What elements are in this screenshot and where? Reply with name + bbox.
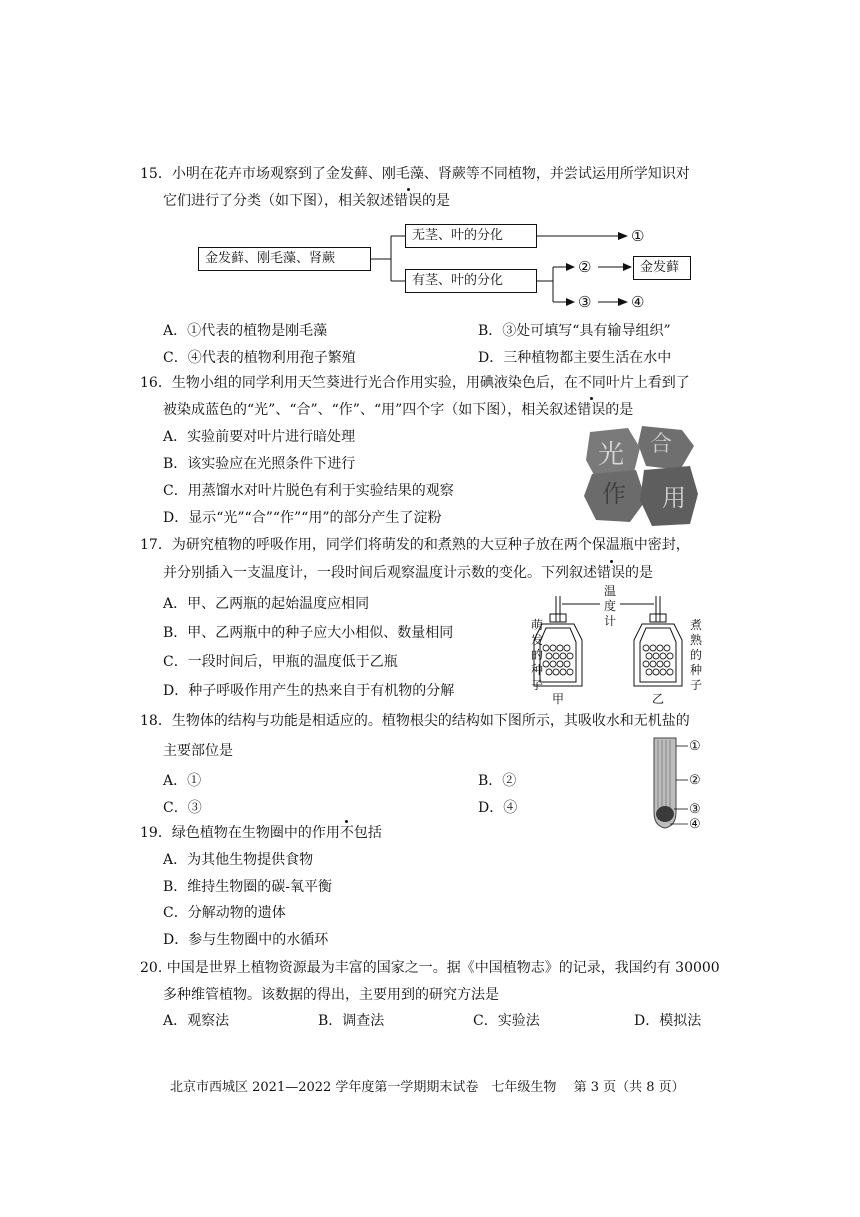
q19-option-a: A．为其他生物提供食物 — [163, 852, 314, 868]
q17-option-d: D．种子呼吸作用产生的热来自于有机物的分解 — [163, 683, 455, 699]
germinating-seeds-label: 萌发的种子 — [530, 618, 543, 692]
diagram-leaf-jfx-box: 金发藓 — [633, 256, 691, 280]
leaf-char-guang: 光 — [598, 440, 625, 470]
q19-option-b: B．维持生物圈的碳-氧平衡 — [163, 879, 333, 895]
root-label-2: ② — [689, 773, 701, 788]
q16-option-b: B．该实验应在光照条件下进行 — [163, 456, 356, 472]
q16-emphasis: 错误 — [577, 402, 606, 418]
q18-stem-line1: 18．生物体的结构与功能是相适应的。植物根尖的结构如下图所示，其吸收水和无机盐的 — [140, 713, 690, 729]
bottle-jia-label: 甲 — [552, 692, 565, 706]
leaf-char-zuo: 作 — [602, 480, 626, 508]
q15-emphasis: 错误 — [394, 193, 422, 209]
diagram-branch-b-box: 有茎、叶的分化 — [405, 269, 537, 293]
root-label-3: ③ — [689, 802, 701, 817]
diagram-leaf-2: ② — [578, 258, 592, 276]
q19-stem: 19．绿色植物在生物圈中的作用不包括 — [140, 825, 382, 841]
page-footer: 北京市西城区 2021—2022 学年度第一学期期末试卷 七年级生物 第 3 页（共 8 页） — [170, 1080, 685, 1095]
thermometer-label: 温度计 — [603, 584, 616, 628]
q15-option-c: C．④代表的植物利用孢子繁殖 — [163, 350, 356, 366]
leaf-char-yong: 用 — [662, 484, 686, 512]
q17-option-b: B．甲、乙两瓶中的种子应大小相似、数量相同 — [163, 625, 454, 641]
q19-option-c: C．分解动物的遗体 — [163, 905, 286, 921]
diagram-root-box: 金发藓、刚毛藻、肾蕨 — [198, 247, 371, 271]
q20-option-d: D．模拟法 — [634, 1013, 702, 1029]
q18-stem-line2: 主要部位是 — [163, 743, 233, 759]
q16-option-c: C．用蒸馏水对叶片脱色有利于实验结果的观察 — [163, 483, 454, 499]
q18-option-d: D．④ — [478, 800, 518, 816]
root-label-1: ① — [689, 739, 701, 754]
q20-option-b: B．调查法 — [318, 1013, 385, 1029]
q15-option-a: A．①代表的植物是刚毛藻 — [163, 323, 328, 339]
q16-stem-line2: 被染成蓝色的“光”、“合”、“作”、“用”四个字（如下图），相关叙述错误的是 — [163, 402, 634, 418]
q15-stem-line1: 15．小明在花卉市场观察到了金发藓、刚毛藻、肾蕨等不同植物，并尝试运用所学知识对 — [140, 166, 690, 182]
q17-option-c: C．一段时间后，甲瓶的温度低于乙瓶 — [163, 654, 398, 670]
diagram-leaf-1: ① — [631, 227, 645, 245]
q15-option-d: D．三种植物都主要生活在水中 — [478, 350, 672, 366]
q19-option-d: D．参与生物圈中的水循环 — [163, 932, 329, 948]
q18-option-b: B．② — [478, 773, 517, 789]
q16-option-d: D．显示“光”“合”“作”“用”的部分产生了淀粉 — [163, 510, 442, 526]
q20-stem-line2: 多种维管植物。该数据的得出，主要用到的研究方法是 — [163, 987, 499, 1003]
q17-stem-line1: 17．为研究植物的呼吸作用，同学们将萌发的和煮熟的大豆种子放在两个保温瓶中密封， — [140, 537, 690, 553]
q17-emphasis: 错误 — [597, 565, 625, 581]
root-label-4: ④ — [689, 817, 701, 832]
q20-option-a: A．观察法 — [163, 1013, 230, 1029]
q17-option-a: A．甲、乙两瓶的起始温度应相同 — [163, 596, 370, 612]
q18-option-c: C．③ — [163, 800, 202, 816]
q19-emphasis: 不 — [339, 825, 354, 841]
bottle-yi-label: 乙 — [652, 692, 665, 706]
diagram-branch-a-box: 无茎、叶的分化 — [405, 224, 537, 248]
q18-option-a: A．① — [163, 773, 202, 789]
q20-stem-line1: 20. 中国是世界上植物资源最为丰富的国家之一。据《中国植物志》的记录，我国约有 30000 — [140, 960, 720, 976]
q20-option-c: C．实验法 — [473, 1013, 540, 1029]
q17-stem-line2: 并分别插入一支温度计，一段时间后观察温度计示数的变化。下列叙述错误的是 — [163, 565, 653, 581]
diagram-leaf-4: ④ — [631, 293, 645, 311]
q15-stem-line2: 它们进行了分类（如下图），相关叙述错误的是 — [163, 193, 450, 209]
cooked-seeds-label: 煮熟的种子 — [689, 618, 702, 692]
diagram-leaf-3: ③ — [578, 293, 592, 311]
q15-option-b: B．③处可填写“具有输导组织” — [478, 323, 671, 339]
q16-stem-line1: 16．生物小组的同学利用天竺葵进行光合作用实验，用碘液染色后，在不同叶片上看到了 — [140, 375, 690, 391]
leaf-char-he: 合 — [650, 432, 673, 457]
q16-option-a: A．实验前要对叶片进行暗处理 — [163, 429, 356, 445]
